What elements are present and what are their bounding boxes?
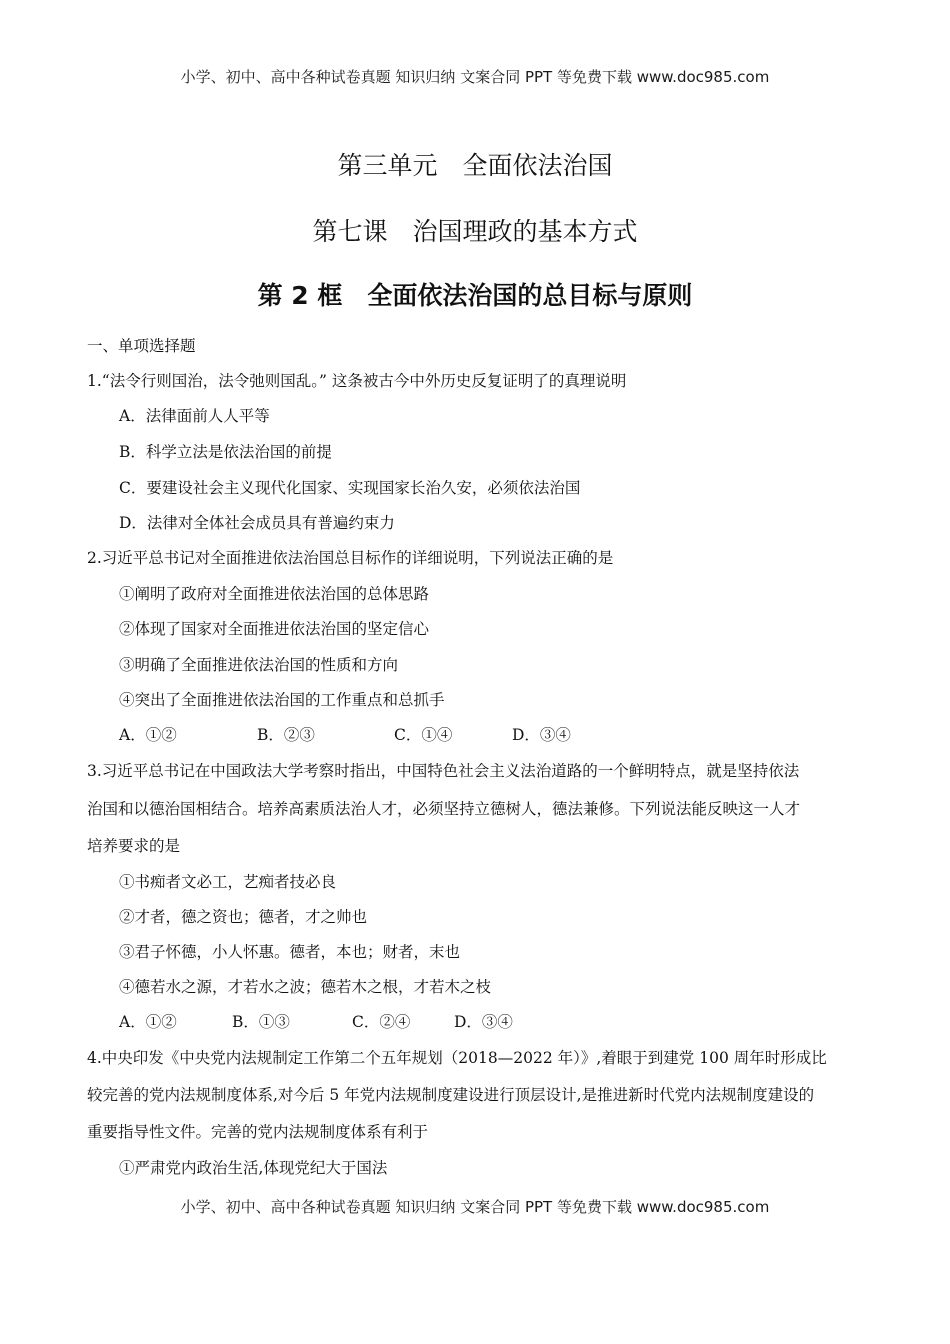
- unit-title: 第三单元 全面依法治国: [337, 151, 613, 180]
- q4-stem-line-3: 重要指导性文件。完善的党内法规制度体系有利于: [87, 1123, 429, 1141]
- q2-option-d: D．③④: [512, 726, 571, 744]
- q3-statement-1: ①书痴者文必工，艺痴者技必良: [119, 873, 337, 891]
- q3-options: [119, 1010, 513, 1032]
- q3-stem-line-1: 3.习近平总书记在中国政法大学考察时指出，中国特色社会主义法治道路的一个鲜明特点，就是坚持依法: [87, 762, 800, 780]
- q2-option-b: B．②③: [257, 726, 315, 744]
- q3-statement-2: ②才者，德之资也；德者，才之帅也: [119, 908, 368, 926]
- q4-stem-line-1: 4.中央印发《中央党内法规制定工作第二个五年规划（2018—2022 年）》,着眼于到建党 100 周年时形成比: [87, 1049, 827, 1067]
- q3-stem-line-2: 治国和以德治国相结合。培养高素质法治人才，必须坚持立德树人，德法兼修。下列说法能反映这一人才: [87, 800, 801, 818]
- page-footer: 小学、初中、高中各种试卷真题 知识归纳 文案合同 PPT 等免费下载 www.doc985.com: [180, 1198, 770, 1216]
- q3-option-a: A．①②: [119, 1013, 177, 1031]
- q2-statement-1: ①阐明了政府对全面推进依法治国的总体思路: [119, 585, 430, 603]
- q1-option-d: D．法律对全体社会成员具有普遍约束力: [119, 514, 395, 532]
- q3-statement-4: ④德若水之源，才若水之波；德若木之根，才若木之枝: [119, 978, 492, 996]
- q2-option-c: C．①④: [394, 726, 453, 744]
- q1-option-a: A．法律面前人人平等: [119, 407, 270, 425]
- lesson-title: 第七课 治国理政的基本方式: [312, 217, 638, 246]
- q3-stem-line-3: 培养要求的是: [87, 837, 181, 855]
- q2-option-a: A．①②: [119, 726, 177, 744]
- q3-option-c: C．②④: [352, 1013, 411, 1031]
- q2-statement-3: ③明确了全面推进依法治国的性质和方向: [119, 656, 399, 674]
- q2-statement-4: ④突出了全面推进依法治国的工作重点和总抓手: [119, 691, 445, 709]
- page-header: 小学、初中、高中各种试卷真题 知识归纳 文案合同 PPT 等免费下载 www.doc985.com: [180, 68, 770, 86]
- q2-stem: 2.习近平总书记对全面推进依法治国总目标作的详细说明，下列说法正确的是: [87, 549, 614, 567]
- q3-option-b: B．①③: [232, 1013, 290, 1031]
- q3-statement-3: ③君子怀德，小人怀惠。德者，本也；财者，末也: [119, 943, 461, 961]
- q4-statement-1: ①严肃党内政治生活,体现党纪大于国法: [119, 1159, 388, 1177]
- q3-option-d: D．③④: [454, 1013, 513, 1031]
- section-heading: 一、单项选择题: [87, 337, 196, 355]
- q2-options: [119, 723, 571, 745]
- q1-option-c: C．要建设社会主义现代化国家、实现国家长治久安，必须依法治国: [119, 479, 581, 497]
- q1-option-b: B．科学立法是依法治国的前提: [119, 443, 332, 461]
- q2-statement-2: ②体现了国家对全面推进依法治国的坚定信心: [119, 620, 430, 638]
- q1-stem: 1.“法令行则国治，法令弛则国乱。” 这条被古今中外历史反复证明了的真理说明: [87, 372, 627, 390]
- q4-stem-line-2: 较完善的党内法规制度体系,对今后 5 年党内法规制度建设进行顶层设计,是推进新时代党内法规制度建设的: [87, 1086, 815, 1104]
- section-title: 第 2 框 全面依法治国的总目标与原则: [257, 281, 693, 310]
